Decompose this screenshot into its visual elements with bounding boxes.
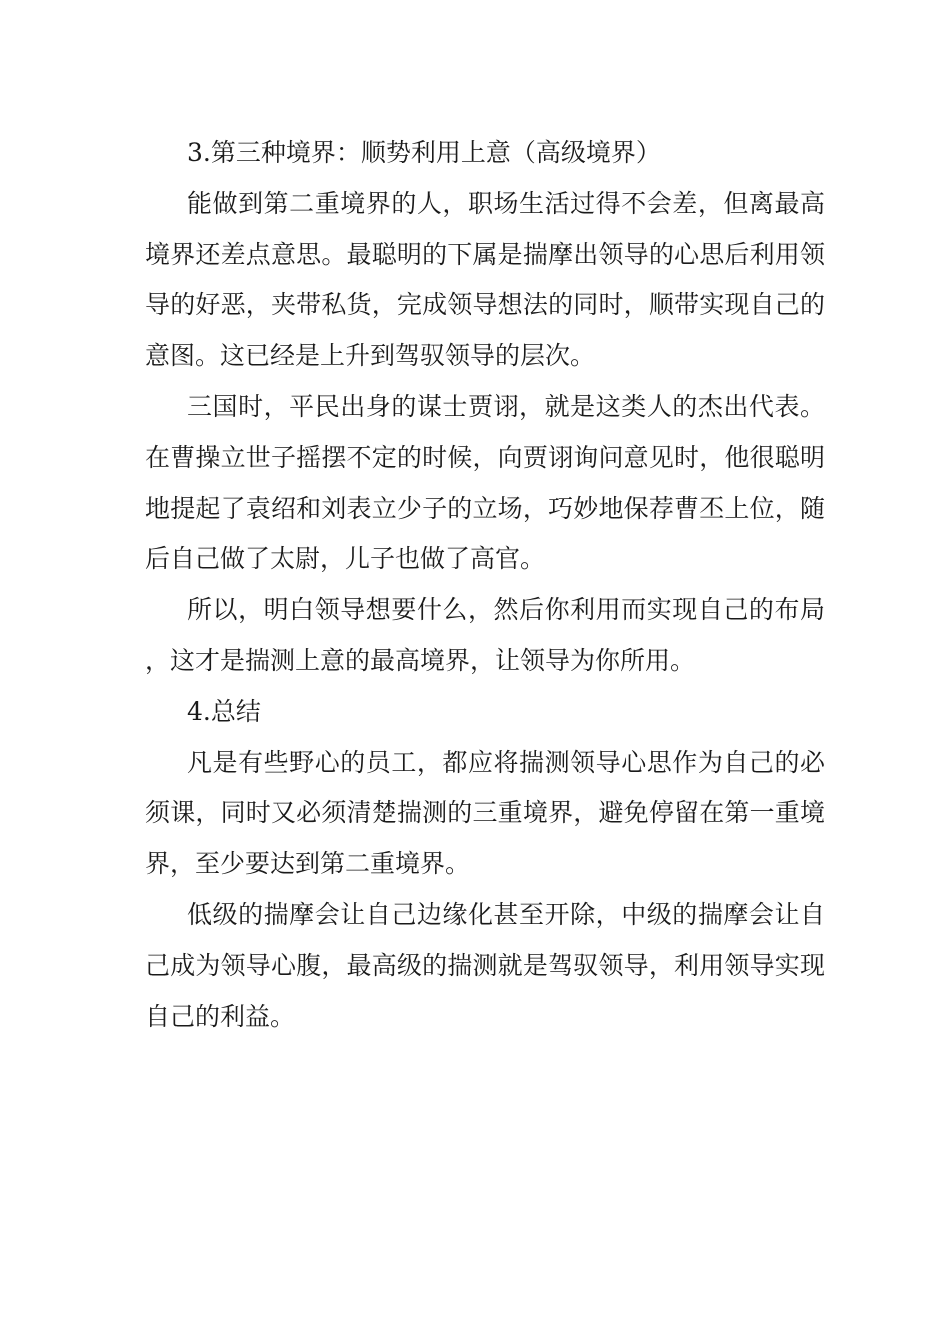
paragraph-second-realm: 能做到第二重境界的人，职场生活过得不会差，但离最高境界还差点意思。最聪明的下属是揣摩出领导的心思后利用领导的好恶，夹带私货，完成领导想法的同时，顺带实现自己的意图。这已经是上升到驾驭领导的层次。: [145, 188, 825, 371]
section-heading-3: 3.第三种境界：顺势利用上意（高级境界）: [187, 138, 661, 167]
paragraph-highest-realm: 所以，明白领导想要什么，然后你利用而实现自己的布局，这才是揣测上意的最高境界，让领导为你所用。: [145, 595, 825, 675]
paragraph-summary-1: 凡是有些野心的员工，都应将揣测领导心思作为自己的必须课，同时又必须清楚揣测的三重境界，避免停留在第一重境界，至少要达到第二重境界。: [145, 747, 825, 879]
paragraph-jia-xu-example: 三国时，平民出身的谋士贾诩，就是这类人的杰出代表。在曹操立世子摇摆不定的时候，向贾诩询问意见时，他很聪明地提起了袁绍和刘表立少子的立场，巧妙地保荐曹丕上位，随后自己做了太尉，儿子也做了高官。: [145, 391, 825, 574]
document-body: [145, 128, 825, 1042]
paragraph-summary-2: 低级的揣摩会让自己边缘化甚至开除，中级的揣摩会让自己成为领导心腹，最高级的揣测就是驾驭领导，利用领导实现自己的利益。: [145, 899, 825, 1031]
section-heading-4: 4.总结: [187, 696, 261, 726]
